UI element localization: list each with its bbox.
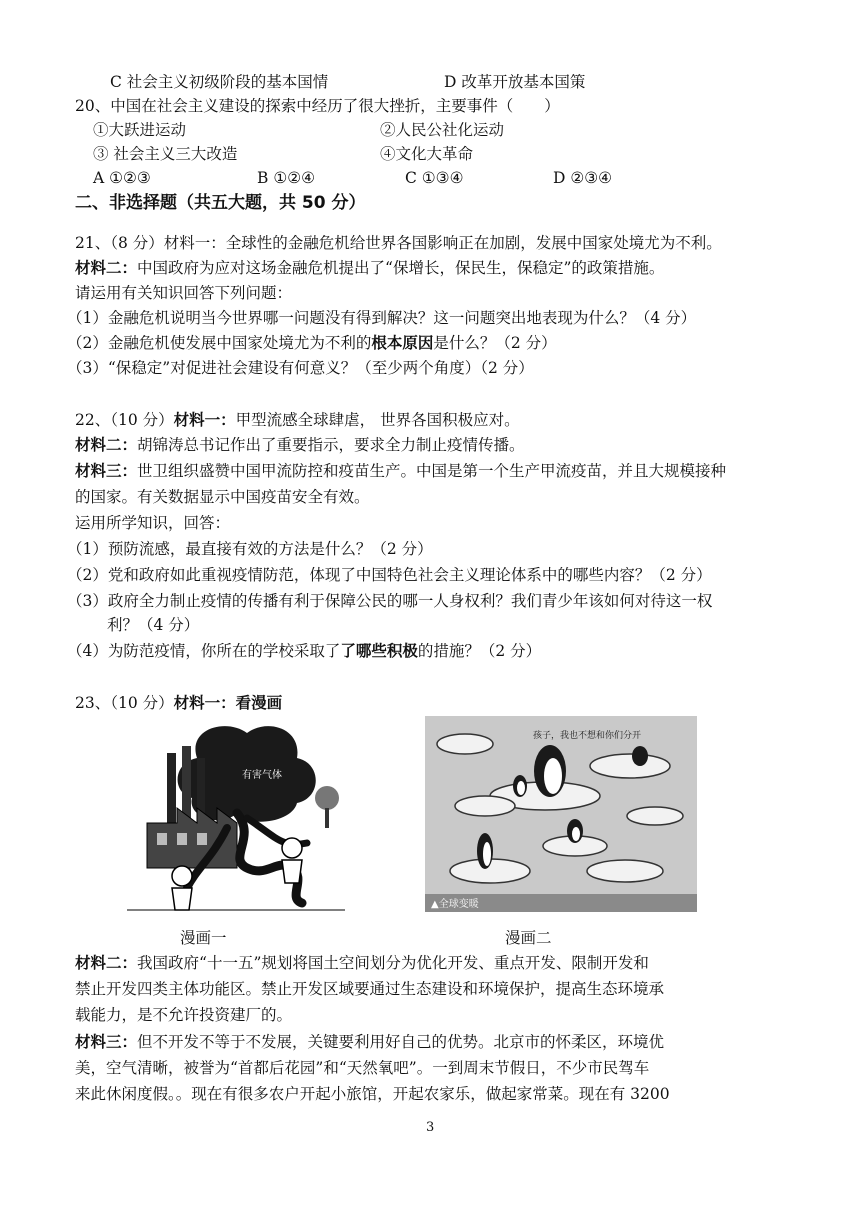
q21-lead: 21、（8 分） [75,234,164,252]
cartoon-two-drawing [425,716,697,912]
cartoon-one-drawing [127,718,345,914]
q20-option-a: A ①②③ [93,169,151,187]
q23-material-2-cont-2: 载能力，是不允许投资建厂的。 [75,1006,293,1024]
q21-subquestion-1: （1）金融危机说明当今世界哪一问题没有得到解决？这一问题突出地表现为什么？（4 分） [67,309,697,327]
q19-option-d: D 改革开放基本国策 [444,73,586,91]
q20-option-d: D ②③④ [553,169,613,187]
q22-m2-label: 材料二： [75,435,138,454]
q20-item-4: ④文化大革命 [380,145,474,163]
q21-s2-bold: 根本原因 [371,333,434,352]
q22-m1-text: 甲型流感全球肆虐， 世界各国积极应对。 [235,411,520,429]
q23-m2-label: 材料二： [75,953,138,972]
q20-stem: 20、中国在社会主义建设的探索中经历了很大挫折，主要事件（ ） [75,97,560,115]
q23-material-3-cont-1: 美，空气清晰，被誉为“首都后花园”和“天然氧吧”。一到周末节假日，不少市民驾车 [75,1059,650,1077]
q22-material-1 [75,409,520,431]
q20-item-1: ①大跃进运动 [93,121,187,139]
q19-option-c: C 社会主义初级阶段的基本国情 [110,73,329,91]
q20-item-2: ②人民公社化运动 [380,121,505,139]
cartoon-two-banner: ▲全球变暖 [431,899,479,910]
cartoon-two-speech: 孩子，我也不想和你们分开 [533,731,642,741]
q22-subquestion-3-cont: 利？（4 分） [107,616,200,634]
q21-subquestion-2 [67,332,557,354]
q21-s2-post: 是什么？（2 分） [433,334,557,352]
q20-option-b: B ①②④ [257,169,316,187]
q21-m1-text: 全球性的金融危机给世界各国影响正在加剧，发展中国家处境尤为不利。 [225,234,722,252]
cartoon-two-image [425,716,697,912]
q23-material-3 [75,1031,664,1053]
q22-subquestion-4 [67,640,541,662]
cartoon-one-label: 有害气体 [242,770,282,781]
q22-subquestion-3: （3）政府全力制止疫情的传播有利于保障公民的哪一人身权利？我们青少年该如何对待这一权 [67,592,713,610]
q22-material-2 [75,434,525,456]
q21-s2-pre: （2）金融危机使发展中国家处境尤为不利的 [67,334,372,352]
q23-m3-label: 材料三： [75,1032,138,1051]
q22-material-3 [75,460,726,482]
q22-m3-label: 材料三： [75,461,138,480]
section-heading: 二、非选择题（共五大题，共 50 分） [75,193,366,213]
page-number: 3 [426,1120,435,1135]
q21-material-2 [75,257,664,279]
q20-option-c: C ①③④ [405,169,464,187]
q22-s4-pre: （4）为防范疫情，你所在的学校采取了 [67,642,341,660]
q21-material-1 [75,232,722,254]
cartoon-one-image [127,718,345,914]
q22-subquestion-2: （2）党和政府如此重视疫情防范，体现了中国特色社会主义理论体系中的哪些内容？（2 分） [67,566,712,584]
q23-m2-text: 我国政府“十一五”规划将国土空间划分为优化开发、重点开发、限制开发和 [137,954,649,972]
q23-material-3-cont-2: 来此休闲度假。。现在有很多农户开起小旅馆，开起农家乐，做起家常菜。现在有 3200 [75,1085,670,1103]
q23-m3-text: 但不开发不等于不发展，关键要利用好自己的优势。北京市的怀柔区，环境优 [137,1033,665,1051]
q22-m3-text: 世卫组织盛赞中国甲流防控和疫苗生产。中国是第一个生产甲流疫苗，并且大规模接种 [137,462,727,480]
q22-prompt: 运用所学知识，回答： [75,514,231,532]
q23-material-2-cont-1: 禁止开发四类主体功能区。禁止开发区域要通过生态建设和环境保护，提高生态环境承 [75,980,665,998]
q21-m2-text: 中国政府为应对这场金融危机提出了“保增长，保民生，保稳定”的政策措施。 [137,259,665,277]
q22-s4-post: 的措施？（2 分） [417,642,542,660]
cartoon-one-caption: 漫画一 [180,929,227,947]
q20-item-3: ③ 社会主义三大改造 [93,145,238,163]
q22-m2-text: 胡锦涛总书记作出了重要指示，要求全力制止疫情传播。 [137,436,525,454]
q23-heading [75,692,282,714]
q22-s4-bold: 了哪些积极 [340,641,418,660]
q21-subquestion-3: （3）“保稳定”对促进社会建设有何意义？（至少两个角度）（2 分） [67,359,534,377]
q22-lead: 22、（10 分） [75,411,174,429]
q22-subquestion-1: （1）预防流感，最直接有效的方法是什么？（2 分） [67,540,433,558]
q23-m1-label: 材料一：看漫画 [173,693,283,712]
q21-m1-label: 材料一： [163,234,226,252]
q21-prompt: 请运用有关知识回答下列问题： [75,284,293,302]
q23-material-2 [75,952,649,974]
q22-material-3-cont: 的国家。有关数据显示中国疫苗安全有效。 [75,488,370,506]
q23-lead: 23、（10 分） [75,694,174,712]
q22-m1-label: 材料一： [173,410,236,429]
q21-m2-label: 材料二： [75,258,138,277]
cartoon-two-caption: 漫画二 [505,929,552,947]
